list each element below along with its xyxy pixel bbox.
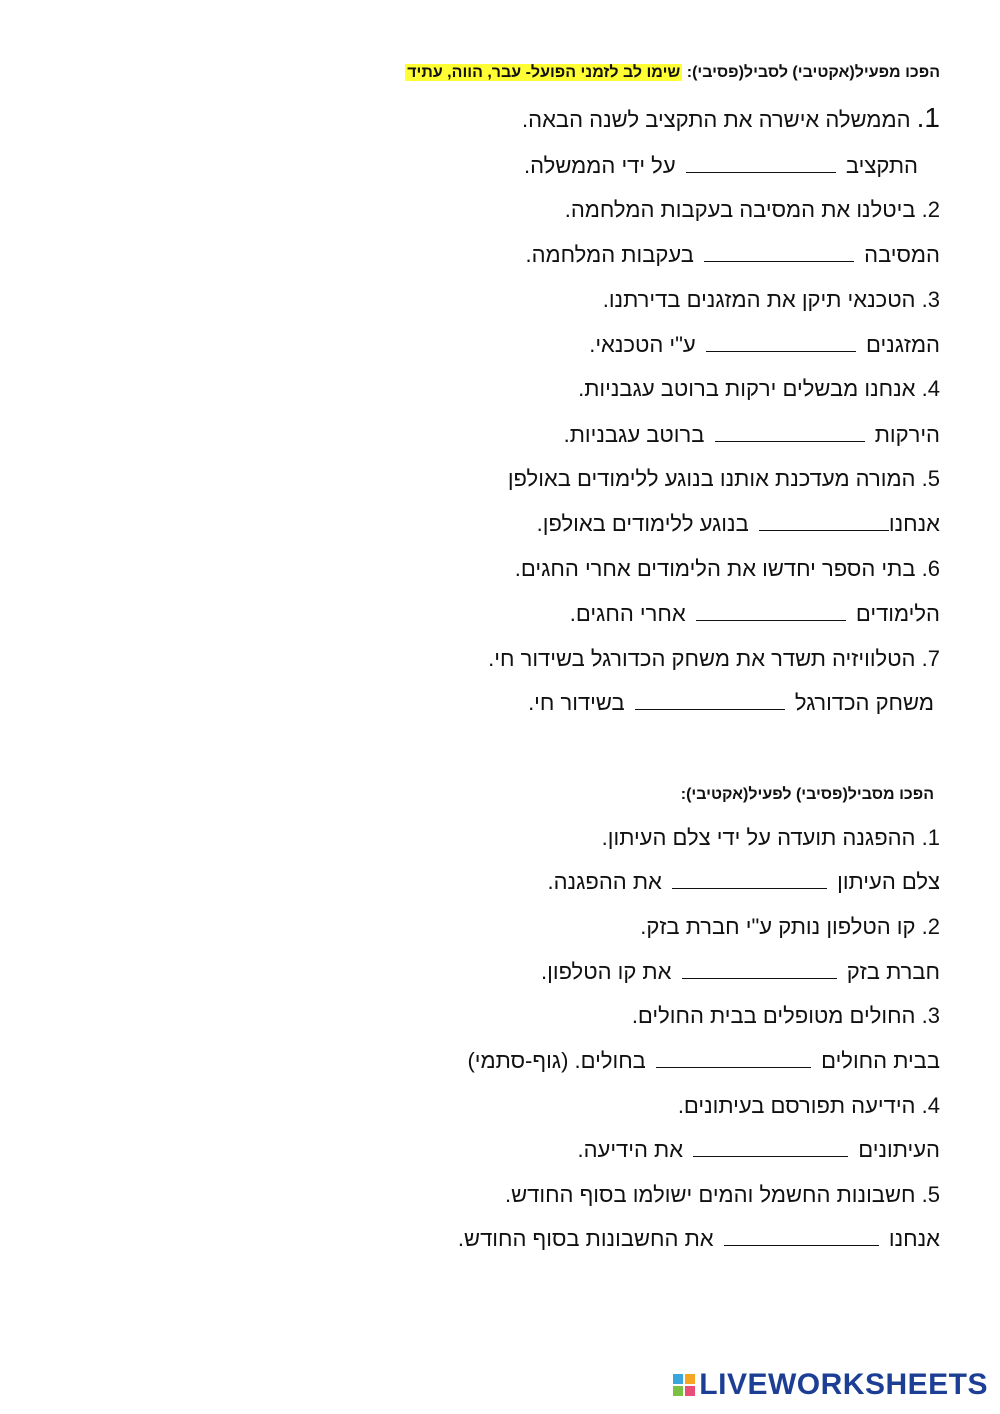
s2-item1-blank[interactable] <box>672 870 827 889</box>
s2-item5-exercise: אנחנו את החשבונות בסוף החודש. <box>457 1226 940 1251</box>
s1-item1-blank[interactable] <box>686 154 836 173</box>
s1-item3-blank[interactable] <box>706 333 856 352</box>
s1-item2-sentence: 2. ביטלנו את המסיבה בעקבות המלחמה. <box>564 197 940 222</box>
s1-item3-exercise: המזגנים ע"י הטכנאי. <box>589 332 940 357</box>
s1-item2-exercise: המסיבה בעקבות המלחמה. <box>525 242 940 267</box>
s1-item2-blank[interactable] <box>704 243 854 262</box>
s1-item1-exercise: התקציב על ידי הממשלה. <box>524 153 918 178</box>
s2-item3-sentence: 3. החולים מטופלים בבית החולים. <box>631 1003 940 1028</box>
logo-text: LIVEWORKSHEETS <box>699 1368 988 1401</box>
s2-item5-sentence: 5. חשבונות החשמל והמים ישולמו בסוף החודש. <box>504 1182 940 1207</box>
s2-item2-sentence: 2. קו הטלפון נותק ע"י חברת בזק. <box>640 914 940 939</box>
section2-title: הפכו מסביל(פסיבי) לפעיל(אקטיבי): <box>680 786 934 803</box>
s1-item1-sentence: 1. הממשלה אישרה את התקציב לשנה הבאה. <box>522 102 940 133</box>
s1-item4-exercise: הירקות ברוטב עגבניות. <box>563 422 940 447</box>
s1-item6-blank[interactable] <box>696 602 846 621</box>
tense-highlight: שימו לב לזמני הפועל- עבר, הווה, עתיד <box>407 64 681 81</box>
liveworksheets-logo <box>673 1368 988 1402</box>
s2-item5-blank[interactable] <box>724 1227 879 1246</box>
s2-item2-blank[interactable] <box>682 960 837 979</box>
s1-item7-blank[interactable] <box>635 691 785 710</box>
s2-item4-exercise: העיתונים את הידיעה. <box>577 1137 940 1162</box>
s1-item5-blank[interactable] <box>759 512 889 531</box>
s1-item6-sentence: 6. בתי הספר יחדשו את הלימודים אחרי החגים. <box>514 556 940 581</box>
s1-item5-exercise: אנחנו בנוגע ללימודים באולפן. <box>536 511 940 536</box>
section2-heading <box>681 784 934 806</box>
s1-item3-sentence: 3. הטכנאי תיקן את המזגנים בדירתנו. <box>602 287 940 312</box>
section1-title: הפכו מפעיל(אקטיבי) לסביל(פסיבי): <box>686 64 940 81</box>
s2-item4-sentence: 4. הידיעה תפורסם בעיתונים. <box>677 1093 940 1118</box>
logo-cubes-icon <box>673 1374 695 1396</box>
s1-item4-blank[interactable] <box>715 423 865 442</box>
s2-item1-sentence: 1. ההפגנה תועדה על ידי צלם העיתון. <box>601 825 940 850</box>
s1-item4-sentence: 4. אנחנו מבשלים ירקות ברוטב עגבניות. <box>578 376 940 401</box>
section1-heading <box>405 62 940 84</box>
s1-item7-exercise: משחק הכדורגל בשידור חי. <box>528 690 934 715</box>
s1-item5-sentence: 5. המורה מעדכנת אותנו בנוגע ללימודים באולפן <box>507 466 940 491</box>
s1-item6-exercise: הלימודים אחרי החגים. <box>569 601 940 626</box>
s2-item3-blank[interactable] <box>656 1049 811 1068</box>
s2-item2-exercise: חברת בזק את קו הטלפון. <box>541 959 940 984</box>
s2-item1-exercise: צלם העיתון את ההפגנה. <box>547 869 940 894</box>
s2-item3-exercise: בבית החולים בחולים. (גוף-סתמי) <box>467 1048 940 1073</box>
s1-item7-sentence: 7. הטלוויזיה תשדר את משחק הכדורגל בשידור חי. <box>488 646 940 671</box>
s2-item4-blank[interactable] <box>693 1138 848 1157</box>
